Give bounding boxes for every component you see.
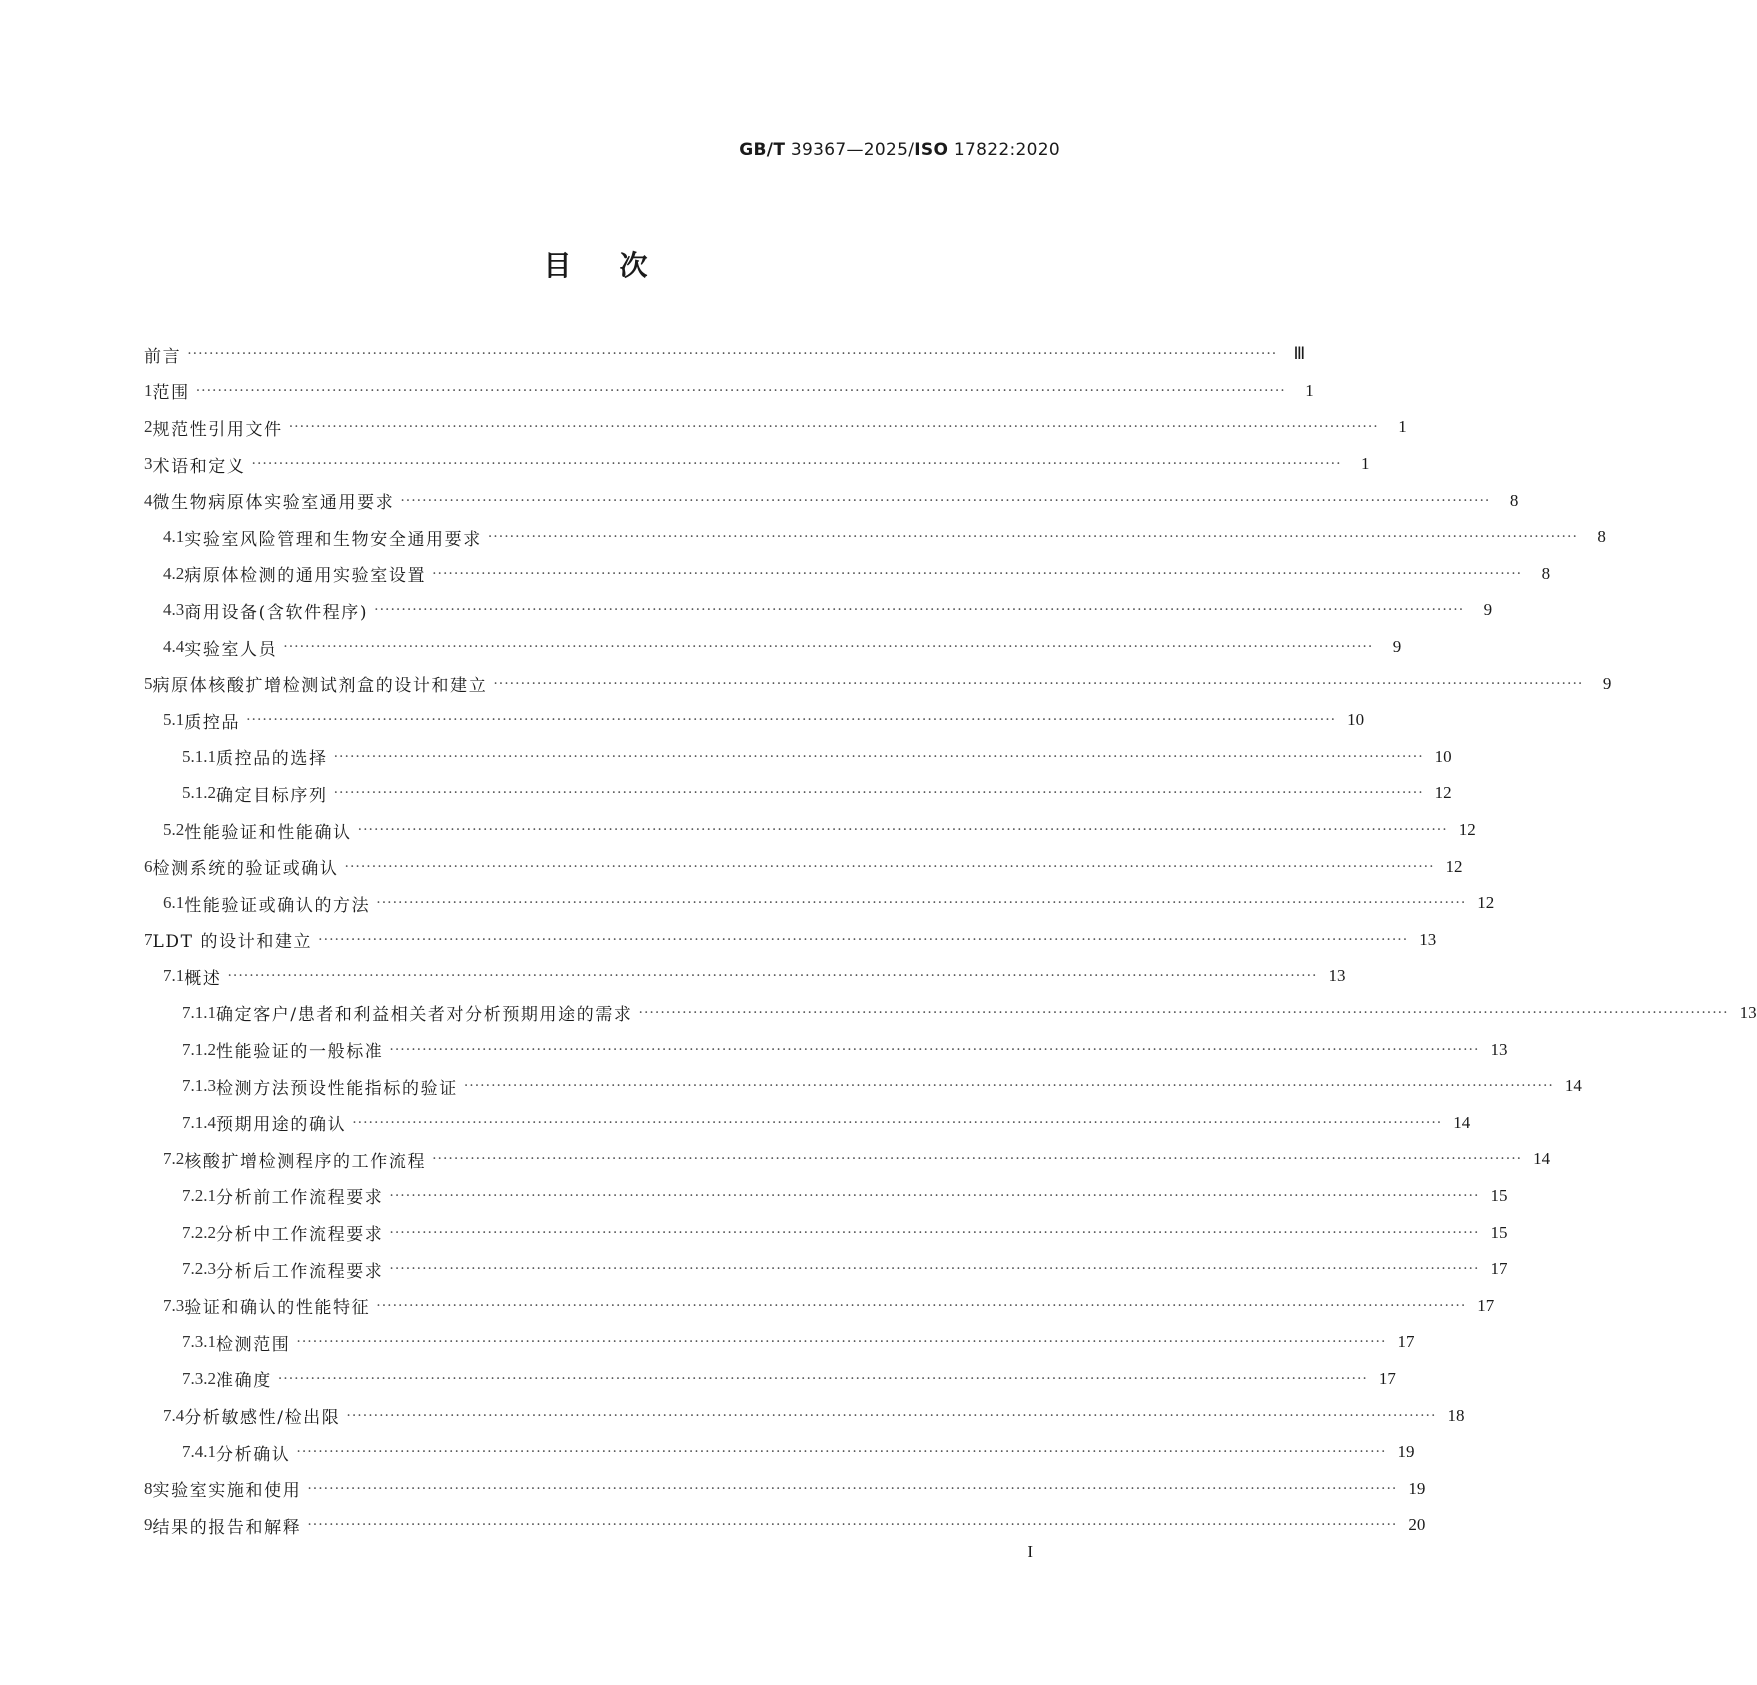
toc-entry[interactable] [144, 1324, 1415, 1361]
toc-dot-leader: ········································································································································································································ [389, 1041, 1480, 1058]
toc-entry-number: 7 [144, 929, 153, 949]
toc-entry-page: 1 [1361, 454, 1370, 474]
toc-entry-label: 检测范围 [216, 1334, 291, 1355]
toc-dot-leader: ········································································································································································································ [333, 785, 1424, 802]
toc-entry[interactable] [144, 409, 1407, 446]
toc-dot-leader: ········································································································································································································ [333, 748, 1424, 765]
toc-entry-number: 4.2 [163, 563, 185, 583]
toc-entry-label: 实验室实施和使用 [152, 1481, 302, 1502]
toc-entry[interactable] [144, 1068, 1582, 1105]
toc-entry-label: 检测方法预设性能指标的验证 [216, 1078, 458, 1099]
toc-dot-leader: ········································································································································································································ [432, 1151, 1523, 1168]
toc-entry-label: 微生物病原体实验室通用要求 [152, 493, 395, 514]
toc-entry-page: 1 [1305, 380, 1314, 400]
toc-entry-label: 确定目标序列 [216, 785, 328, 806]
toc-entry-number: 5 [144, 673, 153, 693]
toc-entry[interactable] [144, 739, 1452, 776]
toc-entry-page: 10 [1347, 710, 1365, 730]
toc-entry-label: 概述 [184, 968, 222, 989]
toc-entry-number: 4.4 [163, 637, 185, 657]
toc-dot-leader: ········································································································································································································ [493, 675, 1584, 692]
toc-entry-number: 4 [144, 490, 153, 510]
toc-entry-page: 9 [1392, 637, 1402, 657]
toc-entry-label: 验证和确认的性能特征 [184, 1298, 371, 1319]
toc-entry-label: 前言 [144, 346, 182, 367]
toc-entry-page: 14 [1564, 1076, 1582, 1096]
toc-entry-label: 性能验证或确认的方法 [184, 895, 371, 916]
toc-entry[interactable] [144, 812, 1476, 849]
toc-entry-label: 分析中工作流程要求 [216, 1225, 384, 1246]
document-standard-number [739, 140, 1060, 160]
toc-entry-page: 8 [1597, 527, 1606, 547]
toc-entry-number: 1 [144, 380, 153, 400]
toc-entry-label: 检测系统的验证或确认 [152, 859, 339, 880]
toc-dot-leader: ········································································································································································································ [352, 1114, 1443, 1131]
toc-entry[interactable] [144, 995, 1757, 1032]
toc-entry-number: 7.1 [163, 966, 185, 986]
toc-entry-label: 分析确认 [216, 1444, 291, 1465]
toc-dot-leader: ········································································································································································································ [246, 712, 1337, 729]
toc-entry-page: 14 [1533, 1149, 1551, 1169]
toc-dot-leader: ········································································································································································································ [357, 822, 1448, 839]
toc-entry[interactable] [144, 336, 1306, 373]
toc-dot-leader: ········································································································································································································ [227, 968, 1318, 985]
toc-entry-label: 分析后工作流程要求 [216, 1261, 384, 1282]
toc-dot-leader: ········································································································································································································ [374, 602, 1465, 619]
toc-dot-leader: ········································································································································································································ [487, 529, 1578, 546]
toc-entry-number: 7.4.1 [182, 1442, 216, 1462]
toc-dot-leader: ········································································································································································································ [307, 1480, 1398, 1497]
toc-entry-page: 12 [1445, 856, 1463, 876]
toc-entry-number: 7.1.4 [182, 1112, 216, 1132]
toc-dot-leader: ········································································································································································································ [187, 346, 1278, 363]
toc-entry[interactable] [144, 592, 1493, 629]
toc-entry[interactable] [144, 1507, 1426, 1544]
toc-entry-label: 商用设备(含软件程序) [184, 602, 369, 623]
toc-dot-leader: ········································································································································································································ [283, 639, 1374, 656]
page-number: I [1027, 1542, 1033, 1561]
toc-entry[interactable] [144, 1141, 1551, 1178]
toc-entry-page: 14 [1453, 1112, 1471, 1132]
toc-entry-label: 范围 [152, 383, 190, 404]
toc-entry-page: 20 [1408, 1515, 1426, 1535]
toc-entry[interactable] [144, 629, 1402, 666]
toc-entry-label: 性能验证和性能确认 [184, 822, 352, 843]
toc-entry-page: 8 [1509, 490, 1519, 510]
toc-entry-page: 12 [1477, 893, 1495, 913]
toc-dot-leader: ········································································································································································································ [389, 1224, 1480, 1241]
toc-dot-leader: ········································································································································································································ [344, 858, 1435, 875]
toc-dot-leader: ········································································································································································································ [389, 1187, 1480, 1204]
toc-entry[interactable] [144, 702, 1365, 739]
toc-entry-page: 9 [1483, 600, 1493, 620]
toc-entry[interactable] [144, 1104, 1471, 1141]
toc-entry-page: Ⅲ [1293, 344, 1306, 364]
toc-entry-number: 7.1.2 [182, 1039, 216, 1059]
toc-entry-number: 5.1.1 [182, 746, 216, 766]
toc-entry-number: 4.3 [163, 600, 185, 620]
table-of-contents [144, 336, 1757, 1544]
toc-entry-number: 6 [144, 856, 153, 876]
toc-dot-leader: ········································································································································································································ [638, 1004, 1729, 1021]
toc-entry-page: 13 [1419, 929, 1437, 949]
toc-dot-leader: ········································································································································································································ [463, 1078, 1554, 1095]
toc-entry-number: 2 [144, 417, 153, 437]
toc-entry-label: 病原体核酸扩增检测试剂盒的设计和建立 [152, 676, 488, 697]
toc-entry-number: 7.2.3 [182, 1259, 216, 1279]
toc-entry[interactable] [144, 1214, 1508, 1251]
toc-entry[interactable] [144, 519, 1606, 556]
toc-dot-leader: ········································································································································································································ [277, 1370, 1368, 1387]
toc-entry-label: 分析前工作流程要求 [216, 1188, 384, 1209]
toc-entry[interactable] [144, 1287, 1495, 1324]
toc-dot-leader: ········································································································································································································ [400, 492, 1491, 509]
toc-entry-label: 术语和定义 [152, 456, 246, 477]
toc-entry-label: 准确度 [216, 1371, 272, 1392]
toc-dot-leader: ········································································································································································································ [318, 931, 1409, 948]
toc-entry[interactable] [144, 775, 1452, 812]
toc-entry-page: 17 [1477, 1295, 1495, 1315]
toc-entry-page: 13 [1739, 1002, 1757, 1022]
toc-entry-page: 9 [1602, 673, 1612, 693]
toc-entry-label: LDT 的设计和建立 [152, 932, 313, 953]
toc-entry-number: 5.1.2 [182, 783, 216, 803]
iso-number: 17822:2020 [948, 140, 1060, 160]
toc-entry[interactable] [144, 1470, 1426, 1507]
toc-entry-page: 12 [1458, 820, 1476, 840]
toc-entry-label: 性能验证的一般标准 [216, 1042, 384, 1063]
toc-entry-page: 8 [1541, 563, 1551, 583]
toc-dot-leader: ········································································································································································································ [307, 1517, 1398, 1534]
toc-entry[interactable] [144, 922, 1437, 959]
toc-entry-number: 7.2 [163, 1149, 185, 1169]
toc-entry-number: 7.1.3 [182, 1076, 216, 1096]
toc-entry-number: 7.4 [163, 1405, 185, 1425]
toc-entry-page: 15 [1490, 1185, 1508, 1205]
toc-entry-number: 5.1 [163, 710, 185, 730]
standard-number: 39367—2025/ [785, 140, 915, 160]
toc-entry[interactable] [144, 1251, 1508, 1288]
toc-entry-number: 7.3 [163, 1295, 185, 1315]
toc-dot-leader: ········································································································································································································ [288, 419, 1379, 436]
toc-entry-page: 1 [1398, 417, 1407, 437]
toc-entry-page: 13 [1490, 1039, 1508, 1059]
toc-entry[interactable] [144, 1397, 1465, 1434]
toc-entry-label: 预期用途的确认 [216, 1115, 347, 1136]
toc-entry-page: 15 [1490, 1222, 1508, 1242]
toc-entry[interactable] [144, 1434, 1415, 1471]
toc-dot-leader: ········································································································································································································ [251, 456, 1342, 473]
toc-entry[interactable] [144, 1178, 1508, 1215]
toc-entry-label: 确定客户/患者和利益相关者对分析预期用途的需求 [216, 1005, 633, 1026]
standard-prefix: GB/T [739, 140, 786, 160]
toc-entry-page: 17 [1397, 1332, 1415, 1352]
toc-dot-leader: ········································································································································································································ [296, 1444, 1387, 1461]
toc-entry-page: 10 [1434, 746, 1452, 766]
toc-entry-number: 7.3.2 [182, 1368, 216, 1388]
toc-entry-label: 结果的报告和解释 [152, 1517, 302, 1538]
toc-dot-leader: ········································································································································································································ [432, 565, 1523, 582]
toc-entry-number: 7.3.1 [182, 1332, 216, 1352]
toc-entry-label: 分析敏感性/检出限 [184, 1408, 341, 1429]
toc-entry-page: 19 [1397, 1442, 1415, 1462]
iso-prefix: ISO [914, 140, 949, 160]
toc-dot-leader: ········································································································································································································ [376, 1297, 1467, 1314]
toc-dot-leader: ········································································································································································································ [195, 382, 1286, 399]
toc-entry-number: 7.2.2 [182, 1222, 216, 1242]
toc-entry-label: 质控品 [184, 712, 241, 733]
toc-entry-label: 核酸扩增检测程序的工作流程 [184, 1151, 427, 1172]
toc-entry[interactable] [144, 1361, 1396, 1398]
toc-entry-label: 实验室风险管理和生物安全通用要求 [184, 529, 482, 550]
toc-entry[interactable] [144, 885, 1495, 922]
toc-dot-leader: ········································································································································································································ [346, 1407, 1437, 1424]
toc-entry-number: 7.2.1 [182, 1185, 216, 1205]
toc-entry-page: 13 [1328, 966, 1346, 986]
toc-entry-page: 19 [1408, 1478, 1426, 1498]
toc-dot-leader: ········································································································································································································ [376, 895, 1467, 912]
toc-entry[interactable] [144, 848, 1463, 885]
toc-entry[interactable] [144, 482, 1519, 519]
toc-dot-leader: ········································································································································································································ [389, 1261, 1480, 1278]
toc-entry[interactable] [144, 556, 1551, 593]
toc-entry-number: 7.1.1 [182, 1002, 216, 1022]
toc-entry-number: 4.1 [163, 527, 185, 547]
toc-entry-page: 17 [1378, 1368, 1396, 1388]
toc-entry[interactable] [144, 958, 1346, 995]
toc-entry-page: 12 [1434, 783, 1452, 803]
toc-entry-label: 规范性引用文件 [152, 419, 283, 440]
toc-entry-number: 3 [144, 454, 153, 474]
page-title: 目次 [543, 249, 696, 282]
toc-entry[interactable] [144, 373, 1314, 410]
toc-entry-page: 17 [1490, 1259, 1508, 1279]
toc-entry[interactable] [144, 665, 1612, 702]
toc-entry-number: 5.2 [163, 820, 185, 840]
toc-entry-page: 18 [1447, 1405, 1465, 1425]
toc-entry-number: 6.1 [163, 893, 185, 913]
toc-entry[interactable] [144, 446, 1370, 483]
toc-entry-label: 病原体检测的通用实验室设置 [184, 566, 427, 587]
toc-entry-label: 实验室人员 [184, 639, 278, 660]
toc-entry-number: 8 [144, 1478, 153, 1498]
toc-entry-label: 质控品的选择 [216, 749, 328, 770]
toc-entry-number: 9 [144, 1515, 153, 1535]
toc-entry[interactable] [144, 1031, 1508, 1068]
toc-dot-leader: ········································································································································································································ [296, 1334, 1387, 1351]
